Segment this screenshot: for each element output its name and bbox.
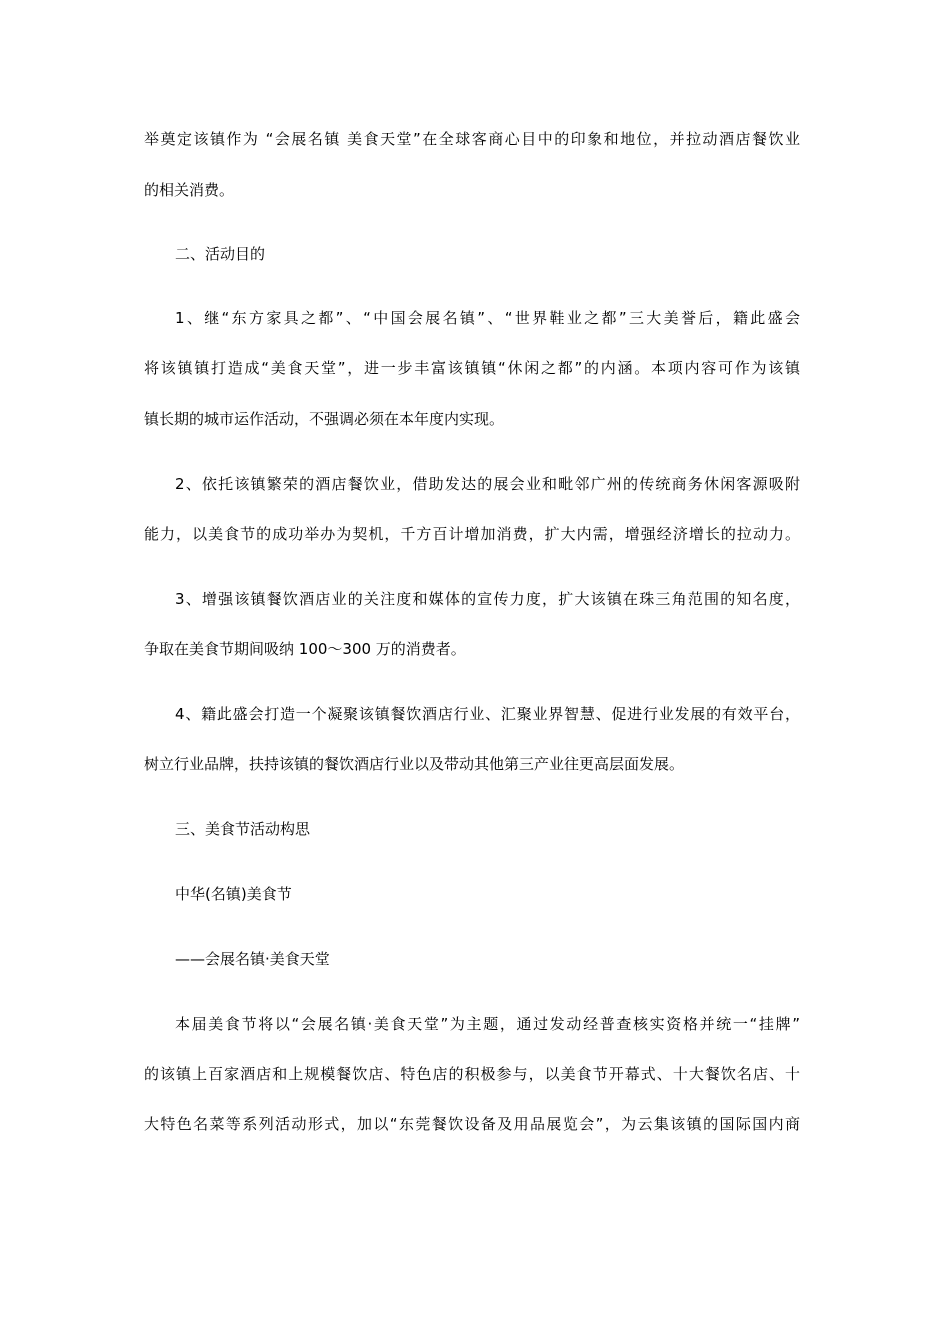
paragraph-line: 举奠定该镇作为 “会展名镇 美食天堂”在全球客商心目中的印象和地位，并拉动酒店餐饮业 bbox=[144, 130, 800, 148]
paragraph-line: 2、依托该镇繁荣的酒店餐饮业，借助发达的展会业和毗邻广州的传统商务休闲客源吸附 bbox=[175, 475, 800, 493]
paragraph-line: 树立行业品牌，扶持该镇的餐饮酒店行业以及带动其他第三产业往更高层面发展。 bbox=[144, 755, 685, 773]
paragraph-line: 3、增强该镇餐饮酒店业的关注度和媒体的宣传力度，扩大该镇在珠三角范围的知名度， bbox=[175, 590, 800, 608]
paragraph-line: 大特色名菜等系列活动形式，加以“东莞餐饮设备及用品展览会”，为云集该镇的国际国内商 bbox=[144, 1115, 800, 1133]
paragraph-line: 本届美食节将以“会展名镇·美食天堂”为主题，通过发动经普查核实资格并统一“挂牌” bbox=[175, 1015, 800, 1033]
paragraph-line: 的该镇上百家酒店和上规模餐饮店、特色店的积极参与，以美食节开幕式、十大餐饮名店、十 bbox=[144, 1065, 800, 1083]
paragraph-line: 将该镇镇打造成“美食天堂”，进一步丰富该镇镇“休闲之都”的内涵。本项内容可作为该镇 bbox=[144, 359, 800, 377]
event-subtitle: ——会展名镇·美食天堂 bbox=[175, 950, 330, 968]
section-heading: 三、美食节活动构思 bbox=[175, 820, 311, 838]
section-heading: 二、活动目的 bbox=[175, 245, 266, 263]
paragraph-line: 争取在美食节期间吸纳 100～300 万的消费者。 bbox=[144, 640, 466, 658]
paragraph-line: 4、籍此盛会打造一个凝聚该镇餐饮酒店行业、汇聚业界智慧、促进行业发展的有效平台， bbox=[175, 705, 800, 723]
paragraph-line: 的相关消费。 bbox=[144, 181, 235, 199]
paragraph-line: 镇长期的城市运作活动，不强调必须在本年度内实现。 bbox=[144, 410, 505, 428]
paragraph-line: 能力，以美食节的成功举办为契机，千方百计增加消费，扩大内需，增强经济增长的拉动力。 bbox=[144, 525, 800, 543]
paragraph-line: 1、继“东方家具之都”、“中国会展名镇”、“世界鞋业之都”三大美誉后，籍此盛会 bbox=[175, 309, 800, 327]
event-title: 中华(名镇)美食节 bbox=[175, 885, 292, 903]
